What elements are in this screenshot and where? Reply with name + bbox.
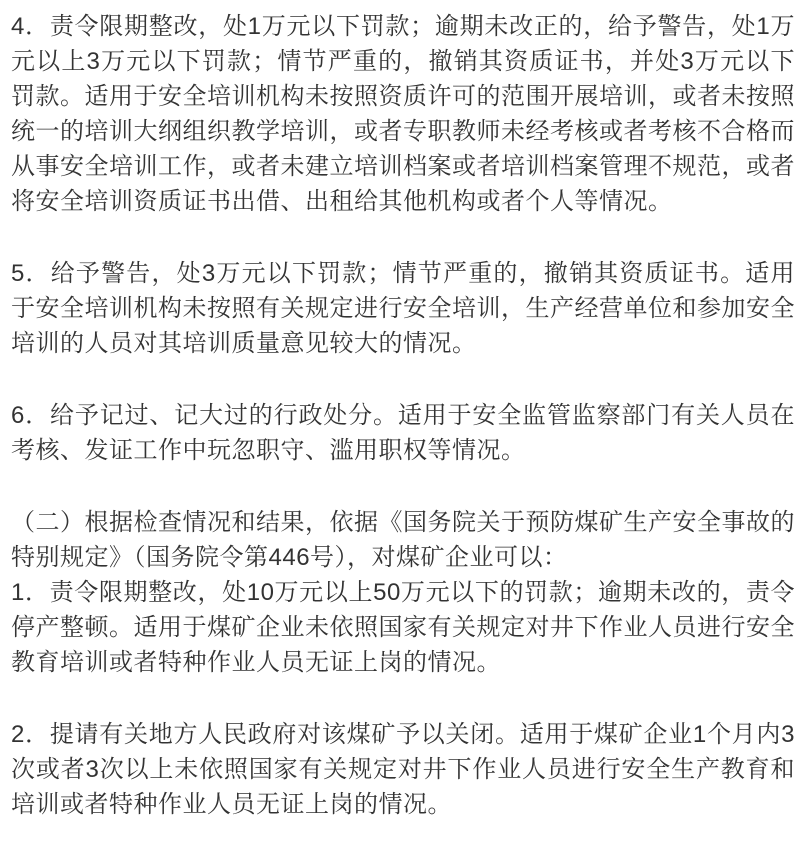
paragraph-penalty-item-5: 5．给予警告，处3万元以下罚款；情节严重的，撤销其资质证书。适用于安全培训机构未按照有关规定进行安全培训，生产经营单位和参加安全培训的人员对其培训质量意见较大的情况。 bbox=[11, 260, 795, 357]
paragraph-section-2-item-2: 2．提请有关地方人民政府对该煤矿予以关闭。适用于煤矿企业1个月内3次或者3次以上未依照国家有关规定对井下作业人员进行安全生产教育和培训或者特种作业人员无证上岗的情况。 bbox=[11, 721, 795, 818]
paragraph-section-2-intro: （二）根据检查情况和结果，依据《国务院关于预防煤矿生产安全事故的特别规定》（国务院令第446号），对煤矿企业可以： bbox=[11, 509, 795, 571]
paragraph-section-2-item-1: 1．责令限期整改，处10万元以上50万元以下的罚款；逾期未改的，责令停产整顿。适用于煤矿企业未依照国家有关规定对井下作业人员进行安全教育培训或者特种作业人员无证上岗的情况。 bbox=[11, 579, 795, 676]
paragraph-penalty-item-6: 6．给予记过、记大过的行政处分。适用于安全监管监察部门有关人员在考核、发证工作中玩忽职守、滥用职权等情况。 bbox=[11, 402, 795, 464]
paragraph-penalty-item-4: 4．责令限期整改，处1万元以下罚款；逾期未改正的，给予警告，处1万元以上3万元以下罚款；情节严重的，撤销其资质证书，并处3万元以下罚款。适用于安全培训机构未按照资质许可的范围开展培训，或者未按照统一的培训大纲组织教学培训，或者专职教师未经考核或者考核不合格而从事安全培训工作，或者未建立培训档案或者培训档案管理不规范，或者将安全培训资质证书出借、出租给其他机构或者个人等情况。 bbox=[11, 13, 795, 215]
